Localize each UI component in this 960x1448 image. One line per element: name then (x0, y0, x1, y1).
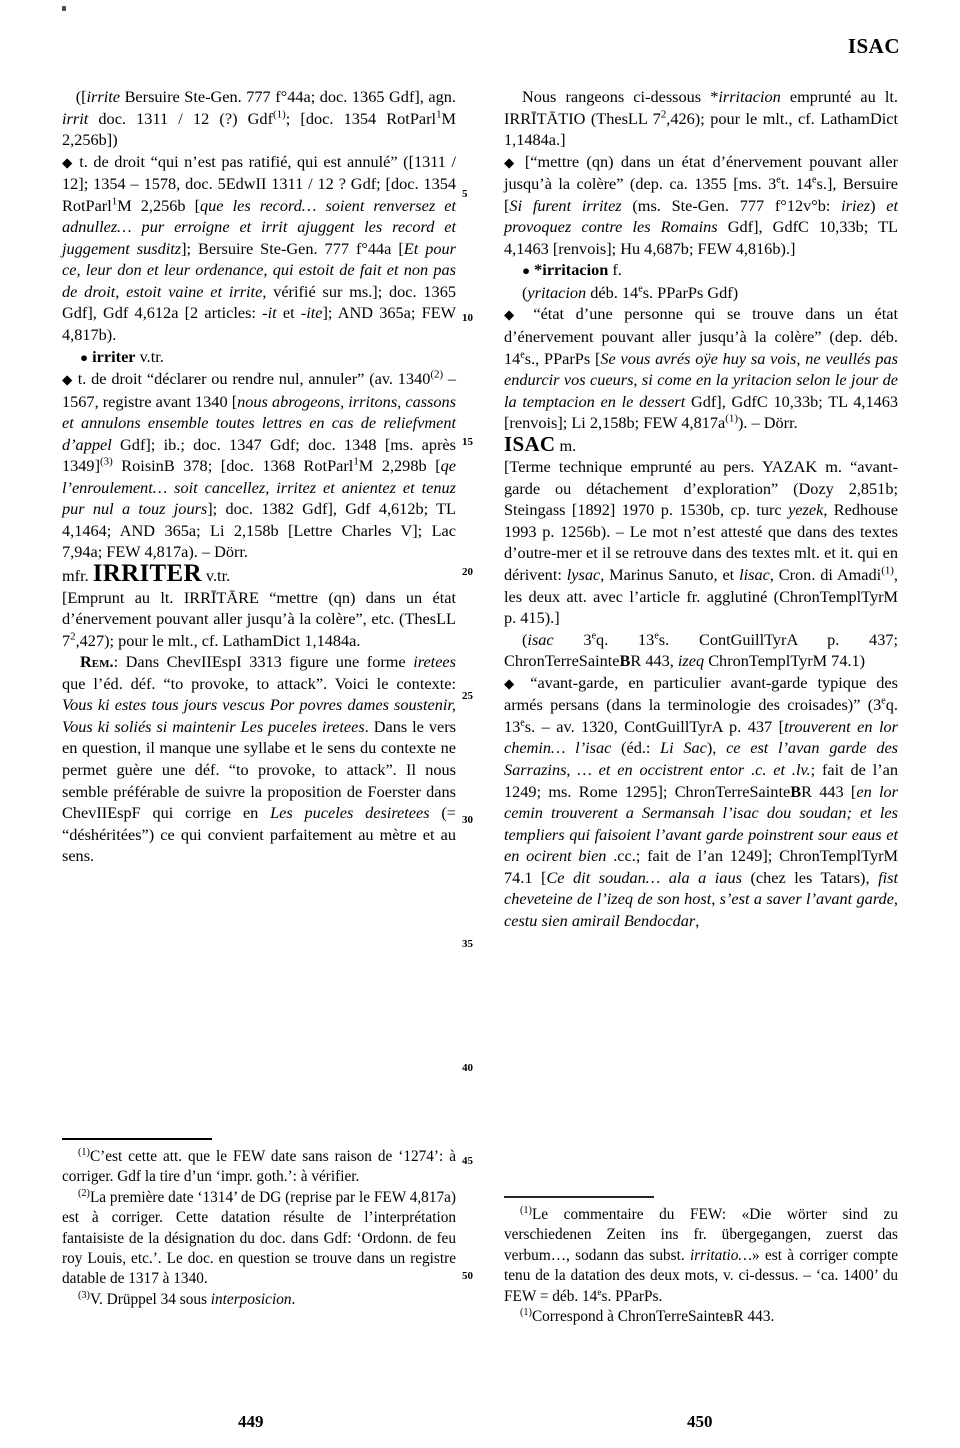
text-run: . (291, 1290, 296, 1308)
text-run-italic: lysac (566, 565, 601, 585)
citation-quote: fist cheveteine de l’izeq de son host, s’est a saver l’avant garde, cestu sien amirail Bendocdar (504, 867, 898, 930)
text-run: ,427); pour le mlt., cf. LathamDict 1,1484a. (75, 630, 361, 650)
superscript: 1 (353, 455, 359, 468)
headword: ISAC (504, 431, 556, 456)
citation-quote: Les puceles desiretees (270, 803, 430, 823)
text-run: ). – Dörr. (738, 413, 798, 433)
citation-quote: que les record… soient renversez et adnullez… pur erroigne et irrit ajuggent les record et juggement susditz (62, 195, 457, 258)
sense-paragraph-2 (62, 368, 456, 563)
superscript: e (520, 349, 525, 361)
text-run: R 443, (630, 651, 678, 671)
diamond-icon (504, 673, 520, 692)
footnote-marker: (1) (520, 1306, 532, 1318)
text-run-italic: irritacion (718, 87, 781, 106)
text-run: M 2,256b [ (117, 195, 201, 215)
remark-label: Rem. (80, 652, 114, 672)
text-run: (ms. Ste-Gen. 777 f°12v°b: (621, 195, 842, 215)
grammar-label: f. (608, 260, 622, 280)
text-run: doc. 1311 / 12 (?) Gdf (88, 108, 273, 128)
line-number: 10 (462, 312, 473, 324)
etymology-paragraph-isac (504, 456, 898, 628)
dialect-label: mfr. (62, 566, 93, 586)
grammar-label: v.tr. (135, 346, 164, 366)
superscript: e (638, 283, 643, 295)
footnote-item (62, 1147, 456, 1188)
text-run: RoisinB 378; [doc. 1368 RotParl (112, 456, 354, 476)
scan-artifact-speck (62, 6, 66, 11)
text-run: déb. 14 (586, 282, 639, 302)
diamond-icon (504, 152, 518, 171)
citation-quote: qe l’enroulement… soit cancellez, irritez et anientez et tenuz pur nul a touz jours (62, 456, 456, 519)
bullet-icon (522, 260, 530, 279)
text-run: s., PParPs [ (524, 348, 601, 368)
text-run: ; [doc. 1354 RotParl (285, 108, 437, 128)
text-run-italic: lisac (739, 565, 770, 585)
text-run: s. ContGuillTyrA p. 437; ChronTerreSainte (504, 629, 899, 671)
text-run: Gdf]; ib.; doc. 1347 Gdf; doc. 1348 [ms. après 1349] (62, 434, 456, 476)
footnote-item (62, 1188, 456, 1290)
text-run: » est à corriger compte tenu de la datation des deux mots, v. ci-dessus. – ‘ca. 1400’ du FEW = déb. 14 (504, 1246, 898, 1305)
footnote-text: La première date ‘1314’ de DG (reprise par le FEW 4,817a) est à corriger. Cette datation résulte de l’interprétation fantaisiste de la désignation du doc. dans Gdf: ‘Ordonn. de feu roy Louis, etc.’. Le doc. en question se trouve dans un registre datable de 1317 à 1340. (62, 1188, 456, 1288)
text-run: [“mettre (qn) dans un état d’énervement pouvant aller jusqu’à la colère” (dep. ca. 1355 [ms. 3 (504, 151, 898, 194)
variants-paragraph (504, 282, 898, 304)
footnote-text: Correspond à ChronTerreSainteʙR 443. (531, 1308, 775, 1326)
text-run: s. – av. 1320, ContGuillTyrA p. 437 [ (524, 716, 785, 736)
footnote-ref: (3) (99, 455, 113, 468)
text-run: emprunté au lt. IRRĪTĀTIO (ThesLL 7 (504, 87, 898, 128)
citation-quote: en lor cemin trouverent a Sermansah l’isac dou soudan; et les templiers qui faisoient l’avant garde poinstrent sour eaus et en ocirent bien (504, 781, 899, 866)
text-run: t. de droit “qui n’est pas ratifié, qui est annulé” ([1311 / 12]; 1354 – 1578, doc. 5EdwII 1311 / 12 ? Gdf; [doc. 1354 RotParl (62, 151, 457, 215)
headword: IRRITER (92, 560, 202, 588)
superscript: 1 (436, 108, 442, 121)
headword-isac-block (504, 431, 898, 457)
footnote-item (504, 1307, 898, 1327)
text-run: Gdf], GdfC 10,33b; TL 4,1463 [renvois]; Li 2,158b; FEW 4,817a (504, 391, 899, 433)
text-run: (= “déshéritées”) ce qui convient parfaitement au mètre et au sens. (62, 803, 456, 866)
citation-quote: Se vous avrés oÿe huy sa vois, ne veullés pas endurcir vos cueurs, si come en la yritacion selon le jour de la temptacion en le dessert (504, 348, 898, 411)
footnote-marker: (2) (78, 1187, 90, 1199)
footnote-ref: (1) (273, 108, 286, 121)
citation-quote: Vous ki estes tous jours vescus Por povres dames soustenir, Vous ki soliés si maintenir Les puceles iretees (62, 695, 456, 736)
text-run-italic: iretees (413, 652, 456, 672)
column-left (62, 86, 456, 867)
text-run: ) (870, 195, 887, 215)
text-run: [Terme technique emprunté au pers. YAZAK m. “avant-garde ou détachement d’exploration” (Dozy 2,851b; Steingass [1892] 1970 p. 1530b, cp. turc (504, 457, 898, 520)
sub-lemma-irriter (62, 346, 456, 369)
running-head: ISAC (847, 34, 900, 58)
column-right (504, 86, 898, 931)
text-run: s.], Bersuire [ (504, 174, 898, 215)
citation-quote: Ce dit soudan… ala a iaus (546, 867, 742, 887)
citation-quote: Et pour ce, leur don et leur ordenance, qui estoit de fait et non pas de droit, estoit vaine et irrite (62, 238, 456, 301)
text-run: M 2,256b]) (62, 108, 456, 150)
text-run-italic: izeq (677, 651, 705, 671)
text-run: ]; AND 365a; FEW 4,817b). (62, 303, 457, 345)
diamond-icon (62, 369, 73, 388)
diamond-icon (504, 304, 522, 323)
text-run: ( (522, 629, 528, 649)
grammar-label: m. (555, 435, 577, 455)
line-number: 25 (462, 690, 473, 702)
sense-paragraph-1 (62, 151, 456, 346)
text-run-italic: isac (527, 629, 554, 649)
text-run-italic: iriez (841, 195, 871, 215)
text-run: “avant-garde, en particulier avant-garde typique des armés persans (dans la terminologie des croisades)” (3 (504, 672, 898, 715)
footnote-ref: (1) (881, 564, 894, 577)
citation-quote: Si furent irritez (509, 195, 622, 215)
footnote-rule (504, 1196, 654, 1198)
text-run: ([ (75, 87, 87, 106)
superscript: e (812, 174, 817, 186)
superscript: e (881, 695, 886, 707)
text-run: , (695, 910, 700, 930)
sense-paragraph-5 (504, 672, 898, 932)
grammar-label: v.tr. (201, 566, 231, 586)
text-run: Bersuire Ste-Gen. 777 f°44a; doc. 1365 Gdf], agn. (120, 87, 456, 106)
text-run: “état d’une personne qui se trouve dans un état d’énervement pouvant aller jusqu’à la colère” (dep. déb. 14 (504, 304, 898, 368)
text-run: ,426); pour le mlt., cf. LathamDict 1,1484a.] (504, 108, 898, 150)
line-number: 50 (462, 1270, 473, 1282)
text-run: (chez les Tatars), (741, 867, 879, 887)
page-number-right: 450 (687, 1412, 713, 1431)
superscript: e (654, 630, 659, 642)
footnote-item (62, 1290, 456, 1310)
lemma-label: irriter (92, 346, 136, 366)
citation-quote: ce est l’avan garde des Sarrazins, … et en occistrent entor .c. et .lv. (504, 738, 899, 779)
text-run: s. PParPs Gdf) (642, 282, 739, 302)
text-run: t. de droit “déclarer ou rendre nul, annuler” (av. 1340 (73, 369, 431, 389)
text-run-italic: -ite (300, 303, 323, 323)
footnote-marker: (1) (520, 1204, 532, 1216)
text-run-italic: irritatio… (689, 1246, 753, 1264)
sense-paragraph-3 (504, 151, 898, 260)
text-run: t. 14 (780, 174, 813, 194)
remark-paragraph (62, 651, 456, 866)
text-run: q. 13 (596, 629, 655, 649)
line-number: 20 (462, 566, 473, 578)
footnote-rule (62, 1138, 212, 1140)
footnotes-left (62, 1138, 456, 1310)
line-number: 5 (462, 188, 468, 200)
text-run: .cc.; fait de l’an 1249]; ChronTemplTyrM 74.1 [ (504, 846, 898, 887)
line-number: 30 (462, 814, 473, 826)
superscript: 1 (111, 195, 118, 208)
small-caps-run: B (790, 781, 802, 801)
text-run-italic: yritacion (527, 282, 587, 302)
small-caps-run: B (619, 651, 631, 671)
superscript: e (591, 630, 597, 642)
footnote-ref: (2) (430, 368, 444, 381)
line-number: 35 (462, 938, 473, 950)
text-run: ), (706, 738, 727, 758)
line-number: 45 (462, 1155, 473, 1167)
text-run-italic: interposicion (210, 1290, 292, 1308)
text-run: ]; doc. 1382 Gdf], Gdf 4,612b; TL 4,1464; AND 365a; Li 2,158b [Lettre Charles V]; Lac 7,94a; FEW 4,817a). – Dörr. (62, 499, 456, 562)
footnote-text: Le commentaire du FEW: «Die wörter sind zu verschiedenen Zeiten ins fr. übergegangen, zuerst das verbum…, sodann das subst. (504, 1206, 898, 1264)
citation-quote: trouverent en lor chemin… l’isac (504, 716, 899, 758)
superscript: e (597, 1287, 602, 1298)
footnote-marker: (3) (78, 1289, 90, 1301)
footnotes-right (504, 1196, 898, 1327)
page-number-left: 449 (238, 1412, 264, 1431)
bullet-icon (80, 347, 88, 366)
sense-paragraph-4 (504, 303, 898, 433)
entry-variants-paragraph (62, 86, 456, 151)
diamond-icon (62, 152, 74, 171)
text-run: ChronTemplTyrM 74.1) (704, 651, 866, 671)
text-run: q. 13 (504, 695, 898, 736)
footnote-text: C’est cette att. que le FEW date sans raison de ‘1274’: à corriger. Gdf la tire d’un ‘impr. goth.’: à vérifier. (62, 1148, 456, 1186)
text-run: ; fait de l’an 1249; ms. Rome 1295]; ChronTerreSainte (504, 759, 899, 801)
text-run: s. PParPs. (601, 1287, 663, 1305)
text-run: – 1567, registre avant 1340 [ (62, 369, 457, 411)
text-run: et (276, 303, 301, 323)
text-run: . Dans le vers en question, il manque une syllabe et le sens du contexte ne permet guère une déf. “to provoke, to attack”. Il nous semble préférable de suivre la proposition de Foerster dans ChevIIEspF qui corrige en (62, 716, 456, 823)
citation-quote: et provoquez contre les Romains (504, 195, 898, 237)
footnote-marker: (1) (78, 1146, 90, 1158)
text-run: , Redhouse 1993 p. 1256b). – Le mot n’est attesté que dans des textes d’outre-mer et il se retrouve dans des textes mlt. et it. qui en dérivent: (504, 500, 898, 585)
headword-irriter-block (62, 560, 456, 588)
citation-quote: nous abrogeons, irritons, cassons et annulons ensemble toutes lettres en cas de reliefvment d’appel (62, 391, 456, 454)
text-run: , Marinus Sanuto, et (600, 565, 740, 585)
text-run: ( (522, 282, 528, 302)
text-run: , les deux att. avec l’article fr. agglutiné (ChronTemplTyrM p. 415).] (504, 565, 898, 628)
text-run: ]; Bersuire Ste-Gen. 777 f°44a [ (181, 238, 404, 258)
footnote-item (504, 1205, 898, 1307)
superscript: e (776, 174, 781, 186)
text-run-italic: irrit (62, 108, 89, 128)
superscript: e (520, 717, 525, 729)
lemma-label: *irritacion (534, 260, 609, 280)
superscript: 2 (70, 630, 76, 643)
text-run: (éd.: (611, 738, 661, 758)
text-run: : Dans ChevIIEspI 3313 figure une forme (113, 652, 414, 672)
superscript: 2 (660, 108, 667, 121)
footnote-text: V. Drüppel 34 sous (89, 1290, 211, 1308)
line-number-gutter (462, 0, 492, 1448)
text-run: Nous rangeons ci-dessous * (522, 87, 719, 106)
text-run: , vérifié sur ms.]; doc. 1365 Gdf], Gdf 4,612a [2 articles: (62, 281, 456, 323)
sub-lemma-irritacion (504, 259, 898, 282)
text-run-italic: Li Sac (660, 738, 707, 758)
text-run: 3 (553, 629, 592, 649)
attestations-paragraph (504, 629, 898, 672)
etymology-paragraph (62, 587, 456, 652)
text-run: Gdf], GdfC 10,33b; TL 4,1463 [renvois]; Hu 4,687b; FEW 4,816b).] (504, 217, 898, 258)
text-run: R 443 [ (801, 781, 857, 801)
text-run-italic: yezek (788, 500, 824, 520)
text-run-italic: -it (262, 303, 277, 323)
text-run: [Emprunt au lt. IRRĪTĀRE “mettre (qn) dans un état d’énervement pouvant aller jusqu’à la colère”, etc. (ThesLL 7 (62, 587, 456, 650)
cross-ref-paragraph (504, 86, 898, 151)
text-run-italic: irrite (86, 87, 121, 106)
text-run: , Cron. di Amadi (769, 565, 882, 585)
line-number: 40 (462, 1062, 473, 1074)
footnote-ref: (1) (725, 412, 738, 425)
text-run: M 2,298b [ (358, 456, 441, 476)
line-number: 15 (462, 436, 473, 448)
text-run: que l’éd. déf. “to provoke, to attack”. Voici le contexte: (62, 673, 456, 693)
